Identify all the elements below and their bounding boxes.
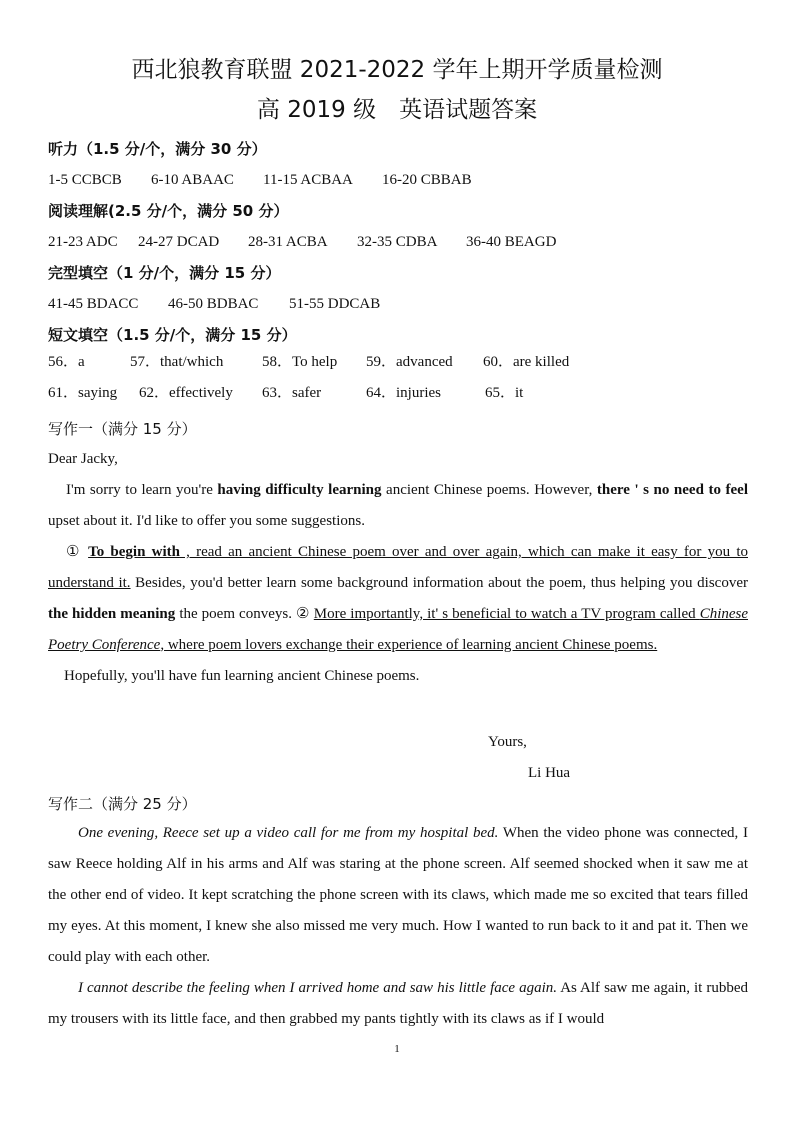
grammar-fill-heading: 短文填空（1.5 分/个，满分 15 分） [48, 326, 297, 344]
writing2-heading: 写作二（满分 25 分） [48, 795, 197, 813]
letter-paragraph-3: Hopefully, you'll have fun learning ancient Chinese poems. [64, 668, 420, 684]
program-title: Chinese Poetry Conference [48, 606, 749, 653]
text-run: ancient Chinese poems. However, [381, 482, 597, 498]
cloze-heading: 完型填空（1 分/个，满分 15 分） [48, 264, 281, 282]
answer-group: 41-45 BDACC [48, 296, 139, 312]
answer-group: 24-27 DCAD [138, 234, 220, 250]
text-run: When the video phone was connected, I saw Reece holding Alf in his arms and Alf was staring at the phone screen. Alf seemed shocked when it saw me at the other end of video. It kept scratching the phone screen with its claws, which made me so excited that tears filled my eyes. At this moment, I knew she also missed me very much. How I wanted to run back to it and pat it. Then we could play with each other. [48, 825, 748, 965]
answer-group: 1-5 CCBCB [48, 172, 122, 188]
underlined-sentence: , where poem lovers exchange their experience of learning ancient Chinese poems. [160, 637, 658, 653]
answer-group: 21-23 ADC [48, 234, 118, 250]
answer-group: 16-20 CBBAB [382, 172, 472, 188]
answer-item: 58．To help [262, 354, 338, 370]
listening-heading: 听力（1.5 分/个，满分 30 分） [48, 140, 267, 158]
underlined-sentence: , read an ancient Chinese poem over and over again, which can make it easy for you to understand it. [48, 544, 748, 591]
highlight-phrase: having difficulty learning [217, 482, 382, 498]
highlight-phrase: there ' s no need to feel [596, 482, 748, 498]
writing1-heading: 写作一（满分 15 分） [48, 420, 197, 438]
essay-paragraph-1 [48, 818, 748, 973]
answer-item: 63．safer [262, 385, 322, 401]
answer-group: 51-55 DDCAB [289, 296, 381, 312]
answer-item: 56．a [48, 354, 85, 370]
letter-paragraph-2 [48, 537, 748, 661]
letter-closing: Yours, [488, 734, 527, 750]
text-run: Besides, you'd better learn some background information about the poem, thus helping you discover [130, 575, 748, 591]
answer-group: 46-50 BDBAC [168, 296, 259, 312]
answer-item: 61．saying [48, 385, 118, 401]
writing1-letter [48, 444, 748, 692]
highlight-phrase: To begin with [88, 544, 180, 560]
circled-number-1: ① [66, 544, 89, 560]
answer-item: 65．it [485, 385, 524, 401]
answer-group: 11-15 ACBAA [263, 172, 353, 188]
circled-number-2: ② [296, 606, 314, 622]
highlight-phrase: the hidden meaning [48, 606, 176, 622]
text-run: upset about it. I'd like to offer you some suggestions. [48, 513, 365, 529]
answer-group: 6-10 ABAAC [151, 172, 234, 188]
answer-item: 60．are killed [483, 354, 570, 370]
answer-group: 36-40 BEAGD [466, 234, 557, 250]
answer-item: 57．that/which [130, 354, 224, 370]
underlined-sentence: More importantly, it' s beneficial to watch a TV program called [313, 606, 700, 622]
answer-item: 62．effectively [139, 385, 233, 401]
given-opening-sentence: I cannot describe the feeling when I arrived home and saw his little face again. [78, 980, 558, 996]
answer-item: 59．advanced [366, 354, 453, 370]
reading-heading: 阅读理解(2.5 分/个，满分 50 分） [48, 202, 289, 220]
text-run: I'm sorry to learn you're [66, 482, 218, 498]
page-title-line2: 高 2019 级 英语试题答案 [256, 97, 538, 123]
text-run: the poem conveys. [175, 606, 296, 622]
salutation: Dear Jacky, [48, 451, 118, 467]
essay-paragraph-2 [48, 973, 748, 1035]
given-opening-sentence: One evening, Reece set up a video call for me from my hospital bed. [78, 825, 499, 841]
page-title-line1: 西北狼教育联盟 2021-2022 学年上期开学质量检测 [131, 57, 663, 83]
answer-item: 64．injuries [366, 385, 441, 401]
letter-signature: Li Hua [528, 765, 571, 781]
letter-paragraph-1 [48, 475, 748, 537]
text-run: As Alf saw me again, it rubbed my trousers with its little face, and then grabbed my pants tightly with its claws as if I would [48, 980, 748, 1027]
writing2-essay [48, 818, 748, 1035]
answer-group: 32-35 CDBA [357, 234, 438, 250]
page-number: 1 [394, 1043, 400, 1055]
answer-group: 28-31 ACBA [248, 234, 328, 250]
